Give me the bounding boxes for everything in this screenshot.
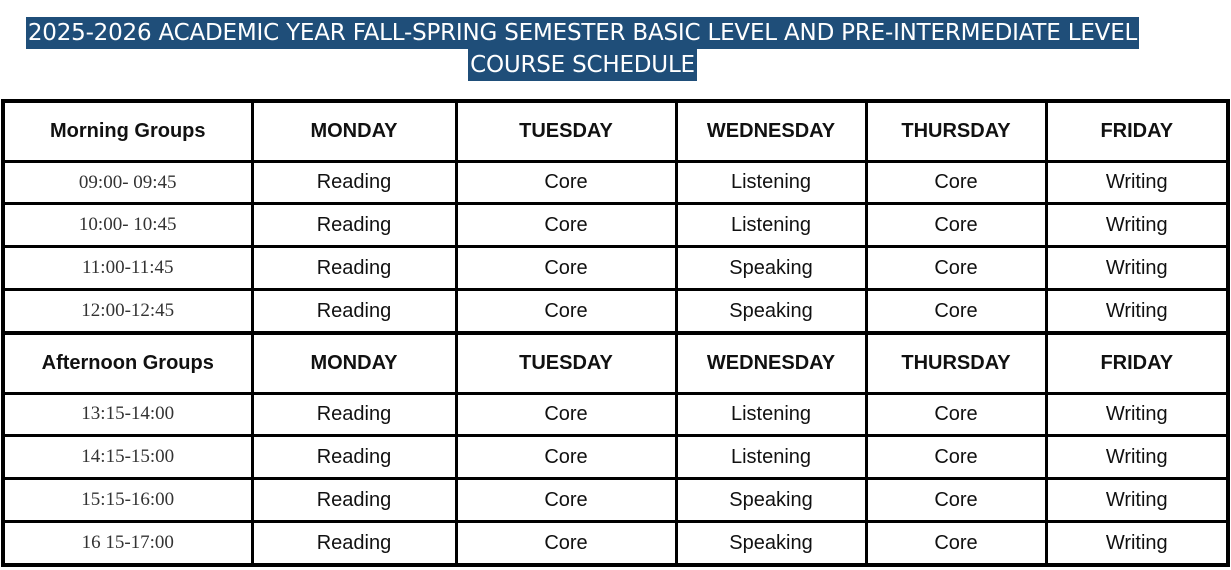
time-slot: 10:00- 10:45 [3, 204, 252, 247]
course-cell: Core [866, 479, 1046, 522]
time-slot: 14:15-15:00 [3, 436, 252, 479]
course-cell: Core [866, 436, 1046, 479]
morning-header-row [3, 101, 1228, 161]
course-cell: Speaking [676, 522, 866, 565]
course-cell: Writing [1046, 522, 1228, 565]
course-cell: Core [456, 393, 676, 436]
course-cell: Listening [676, 436, 866, 479]
afternoon-header-row [3, 333, 1228, 393]
title-line-1: 2025-2026 ACADEMIC YEAR FALL-SPRING SEMESTER BASIC LEVEL AND PRE-INTERMEDIATE LEVEL [26, 17, 1139, 49]
table-row [3, 436, 1228, 479]
course-cell: Reading [252, 436, 456, 479]
course-cell: Reading [252, 161, 456, 204]
course-cell: Core [866, 393, 1046, 436]
table-row [3, 161, 1228, 204]
day-header: THURSDAY [866, 101, 1046, 161]
time-slot: 16 15-17:00 [3, 522, 252, 565]
course-cell: Writing [1046, 479, 1228, 522]
course-cell: Listening [676, 204, 866, 247]
course-cell: Reading [252, 290, 456, 333]
day-header: TUESDAY [456, 333, 676, 393]
course-cell: Core [456, 161, 676, 204]
day-header: FRIDAY [1046, 101, 1228, 161]
course-schedule-table [1, 99, 1230, 567]
table-row [3, 522, 1228, 565]
title-line-2: COURSE SCHEDULE [468, 49, 697, 81]
time-slot: 11:00-11:45 [3, 247, 252, 290]
course-cell: Core [456, 436, 676, 479]
table-row [3, 290, 1228, 333]
time-slot: 15:15-16:00 [3, 479, 252, 522]
time-slot: 09:00- 09:45 [3, 161, 252, 204]
table-row [3, 479, 1228, 522]
course-cell: Core [456, 204, 676, 247]
time-slot: 12:00-12:45 [3, 290, 252, 333]
course-cell: Writing [1046, 393, 1228, 436]
course-cell: Speaking [676, 479, 866, 522]
document-title [0, 17, 1165, 81]
course-cell: Listening [676, 393, 866, 436]
course-cell: Speaking [676, 290, 866, 333]
course-cell: Core [456, 290, 676, 333]
course-cell: Writing [1046, 161, 1228, 204]
course-cell: Reading [252, 479, 456, 522]
table-row [3, 393, 1228, 436]
course-cell: Core [866, 290, 1046, 333]
day-header: THURSDAY [866, 333, 1046, 393]
group-label: Afternoon Groups [3, 333, 252, 393]
group-label: Morning Groups [3, 101, 252, 161]
course-cell: Writing [1046, 247, 1228, 290]
course-cell: Listening [676, 161, 866, 204]
course-cell: Core [866, 204, 1046, 247]
course-cell: Reading [252, 204, 456, 247]
table-row [3, 204, 1228, 247]
course-cell: Writing [1046, 204, 1228, 247]
day-header: WEDNESDAY [676, 101, 866, 161]
day-header: MONDAY [252, 333, 456, 393]
day-header: WEDNESDAY [676, 333, 866, 393]
course-cell: Reading [252, 393, 456, 436]
course-cell: Reading [252, 247, 456, 290]
course-cell: Reading [252, 522, 456, 565]
course-cell: Core [866, 522, 1046, 565]
course-cell: Core [866, 247, 1046, 290]
table-row [3, 247, 1228, 290]
course-cell: Core [456, 247, 676, 290]
course-cell: Core [866, 161, 1046, 204]
day-header: FRIDAY [1046, 333, 1228, 393]
course-cell: Core [456, 522, 676, 565]
day-header: MONDAY [252, 101, 456, 161]
course-cell: Writing [1046, 290, 1228, 333]
course-cell: Writing [1046, 436, 1228, 479]
time-slot: 13:15-14:00 [3, 393, 252, 436]
course-cell: Core [456, 479, 676, 522]
course-cell: Speaking [676, 247, 866, 290]
day-header: TUESDAY [456, 101, 676, 161]
